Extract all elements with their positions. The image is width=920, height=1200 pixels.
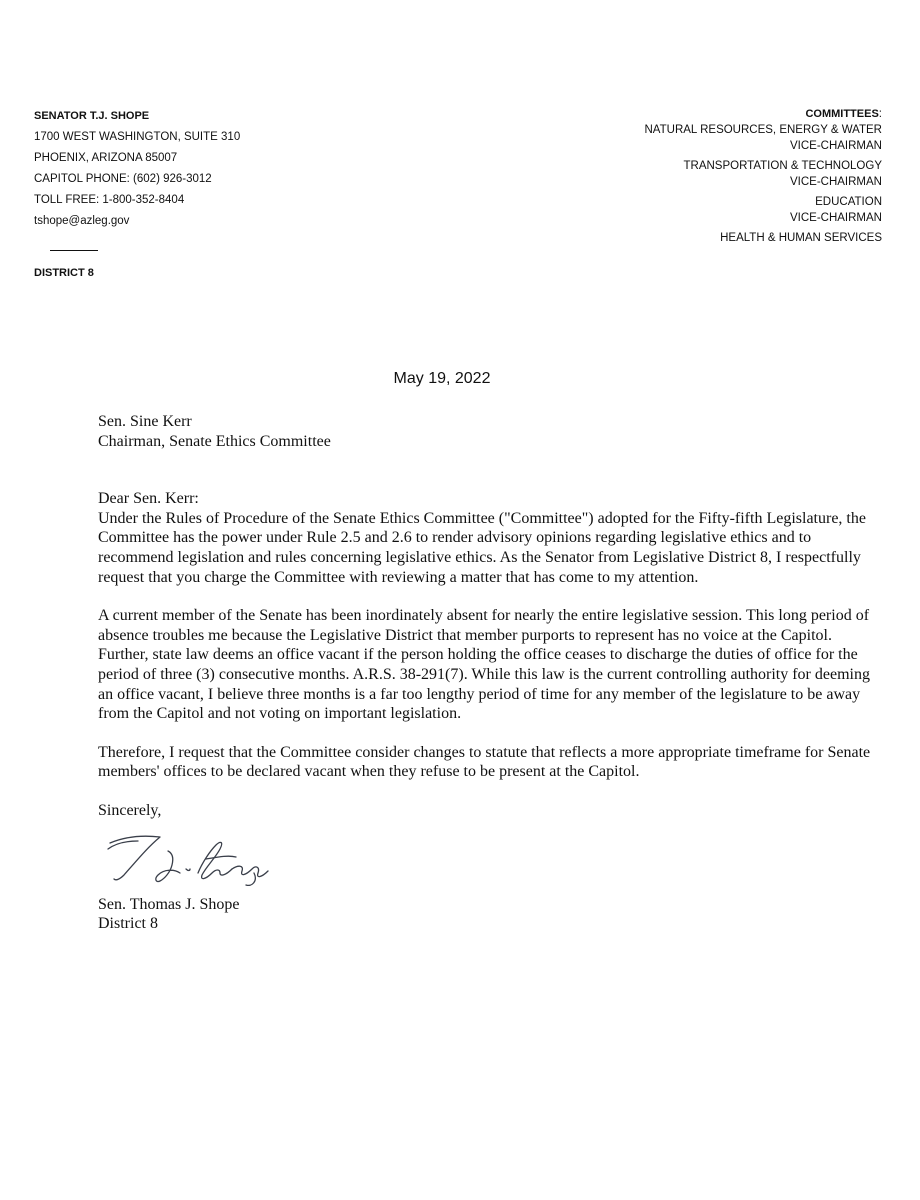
letterhead-divider bbox=[50, 250, 98, 251]
recipient-title: Chairman, Senate Ethics Committee bbox=[98, 432, 331, 450]
salutation: Dear Sen. Kerr: bbox=[98, 490, 199, 508]
committee-name: NATURAL RESOURCES, ENERGY & WATER bbox=[644, 124, 882, 136]
recipient-name: Sen. Sine Kerr bbox=[98, 413, 192, 430]
address-line-1: 1700 WEST WASHINGTON, SUITE 310 bbox=[34, 131, 241, 143]
address-line-2: PHOENIX, ARIZONA 85007 bbox=[34, 152, 178, 164]
letterhead-left bbox=[34, 106, 240, 284]
committee-role: VICE-CHAIRMAN bbox=[789, 212, 882, 224]
letter-body bbox=[98, 412, 878, 934]
committee-item bbox=[645, 122, 883, 154]
committee-role: VICE-CHAIRMAN bbox=[789, 140, 882, 152]
committees-heading: COMMITTEES bbox=[805, 108, 879, 120]
signature-image bbox=[102, 829, 282, 889]
letter-date: May 19, 2022 bbox=[393, 370, 491, 387]
toll-free-phone: TOLL FREE: 1-800-352-8404 bbox=[34, 194, 185, 206]
signer-name: Sen. Thomas J. Shope bbox=[98, 895, 240, 913]
capitol-phone: CAPITOL PHONE: (602) 926-3012 bbox=[34, 173, 212, 185]
committee-role: VICE-CHAIRMAN bbox=[789, 176, 882, 188]
committee-name: EDUCATION bbox=[815, 196, 882, 208]
committees-heading-colon: : bbox=[878, 108, 882, 120]
letterhead-committees bbox=[645, 106, 883, 250]
email-address: tshope@azleg.gov bbox=[34, 215, 130, 227]
body-paragraph: A current member of the Senate has been inordinately absent for nearly the entire legislative session. This long period of absence troubles me because the Legislative District that member purports to represent has no voice at the Capitol. Further, state law deems an office vacant if the person holding the office ceases to discharge the duties of office for the period of three (3) consecutive months. A.R.S. 38-291(7). While this law is the current controlling authority for deeming an office vacant, I believe three months is a far too lengthy period of time for any member of the legislature to be away from the Capitol and not voting on important legislation. bbox=[98, 607, 870, 723]
closing: Sincerely, bbox=[98, 801, 162, 819]
committee-item bbox=[645, 194, 883, 226]
committee-item bbox=[645, 158, 883, 190]
committees-heading-row bbox=[645, 106, 883, 122]
recipient-block bbox=[98, 412, 878, 451]
senator-name: SENATOR T.J. SHOPE bbox=[34, 110, 150, 122]
committee-name: HEALTH & HUMAN SERVICES bbox=[720, 232, 882, 244]
committee-item bbox=[645, 230, 883, 246]
body-paragraph: Under the Rules of Procedure of the Senate Ethics Committee ("Committee") adopted for the Fifty-fifth Legislature, the Committee has the power under Rule 2.5 and 2.6 to render advisory opinions regarding legislative ethics and to recommend legislation and rules concerning legislative ethics. As the Senator from Legislative District 8, I respectfully request that you charge the Committee with reviewing a matter that has come to my attention. bbox=[98, 509, 866, 586]
district-label: DISTRICT 8 bbox=[34, 267, 94, 279]
body-paragraph: Therefore, I request that the Committee consider changes to statute that reflects a more appropriate timeframe for Senate members' offices to be declared vacant when they refuse to be present at the Capitol. bbox=[98, 743, 871, 781]
committee-name: TRANSPORTATION & TECHNOLOGY bbox=[683, 160, 882, 172]
signer-district: District 8 bbox=[98, 915, 158, 933]
